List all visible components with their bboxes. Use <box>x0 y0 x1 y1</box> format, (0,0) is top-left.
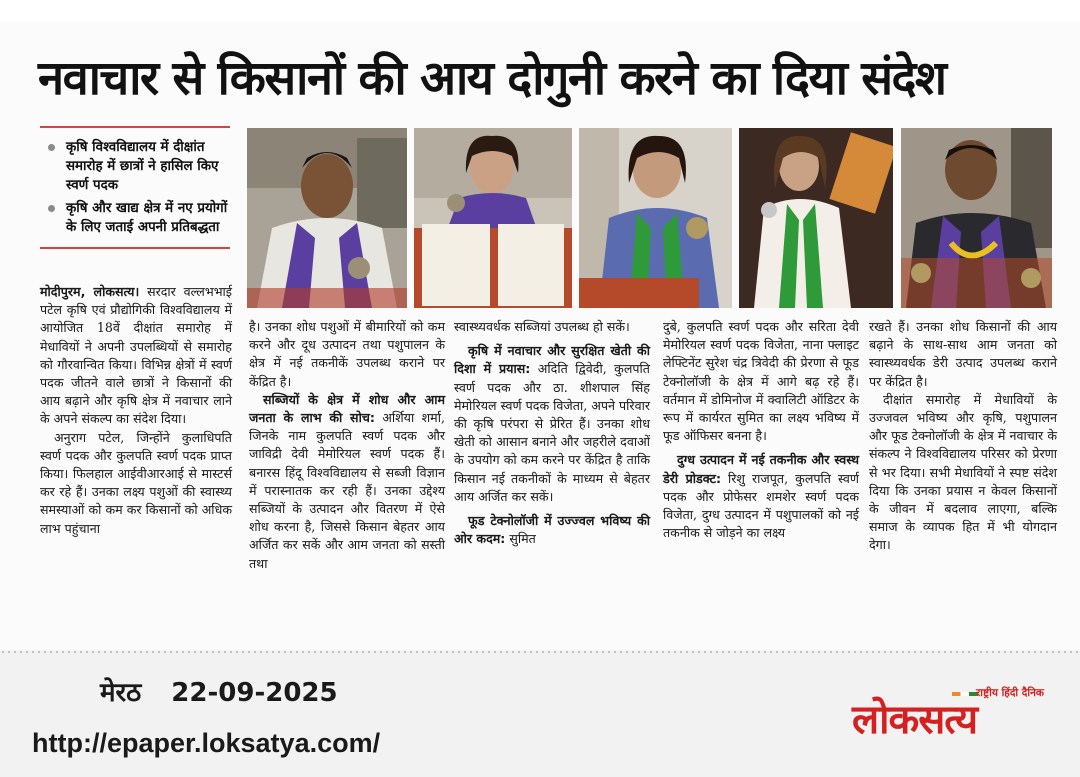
article-paragraph <box>454 512 650 548</box>
subheading: सब्जियों के क्षेत्र में शोध और आम जनता के लाभ की सोच: <box>249 391 445 426</box>
epaper-url[interactable]: http://epaper.loksatya.com/ <box>32 728 381 758</box>
article-column-4 <box>663 318 859 542</box>
logo-tagline: राष्ट्रीय हिंदी दैनिक <box>975 687 1044 699</box>
logo-wordmark: लोकसत्य <box>852 697 978 743</box>
article-column-5 <box>869 318 1057 555</box>
headline: नवाचार से किसानों की आय दोगुनी करने का दिया संदेश <box>38 51 946 106</box>
article-text: रिशु राजपूत, कुलपति स्वर्ण पदक और प्रोफेसर शमशेर स्वर्ण पदक विजेता, दुग्ध उत्पादन में पशुपालकों को नई तकनीक से जोड़ने का लक्ष्य <box>663 470 859 541</box>
article-text: अदिति द्विवेदी, कुलपति स्वर्ण पदक और ठा. शीशपाल सिंह मेमोरियल स्वर्ण पदक विजेता, अपने परिवार की कृषि परंपरा से प्रेरित हैं। उनका शोध खेती को आसान बनाने और जहरीले दवाओं के उपयोग को कम करने पर केंद्रित है ताकि किसान नई तकनीकों के माध्यम से बेहतर आय अर्जित कर सकें। <box>454 361 650 504</box>
article-text: अर्शिया शर्मा, जिनके नाम कुलपति स्वर्ण पदक और जाविद्री देवी मेमोरियल स्वर्ण पदक हैं। बनारस हिंदू विश्वविद्यालय से सब्जी विज्ञान में परास्नातक कर रही हैं। उनका उद्देश्य सब्जियों के उत्पादन और वितरण में ऐसे शोध करना है, जिससे किसान बेहतर आय अर्जित कर सकें और आम जनता को सस्ती तथा <box>249 410 445 571</box>
article-paragraph <box>40 283 232 429</box>
loksatya-logo <box>852 686 1052 746</box>
article-paragraph <box>249 391 445 573</box>
photo-2-graphic <box>414 128 572 308</box>
graduate-photo-1 <box>247 128 407 308</box>
top-strip <box>0 0 1080 22</box>
article-text: सरदार वल्लभभाई पटेल कृषि एवं प्रौद्योगिकी विश्वविद्यालय में आयोजित 18वें दीक्षांत समारोह में मेधावियों ने अपनी उपलब्धियों से समारोह को गौरवान्वित किया। विभिन्न क्षेत्रों में स्वर्ण पदक जीतने वाले छात्रों ने किसानों की आय बढ़ाने और कृषि क्षेत्र में नवाचार लाने के अपने संकल्प का संदेश दिया। <box>40 284 232 427</box>
article-paragraph: दुबे, कुलपति स्वर्ण पदक और सरिता देवी मेमोरियल स्वर्ण पदक विजेता, नाना फ्लाइट लेफ्टिनेंट सुरेश चंद्र त्रिवेदी की प्रेरणा से फूड टेक्नोलॉजी के क्षेत्र में आगे बढ़ रहे हैं। वर्तमान में डोमिनोज में क्वालिटी ऑडिटर के रूप में कार्यरत सुमित का लक्ष्य भविष्य में फूड ऑफिसर बनना है। <box>663 319 859 444</box>
highlight-item: कृषि विश्वविद्यालय में दीक्षांत समारोह में छात्रों ने हासिल किए स्वर्ण पदक <box>40 138 230 195</box>
photo-5-graphic <box>901 128 1052 308</box>
edition-info <box>100 673 338 709</box>
photo-strip <box>247 128 1052 308</box>
subheading: फूड टेक्नोलॉजी में उज्ज्वल भविष्य की ओर कदम: <box>454 513 650 547</box>
article-column-2 <box>249 318 445 573</box>
article-paragraph: है। उनका शोध पशुओं में बीमारियों को कम करने और दूध उत्पादन तथा पशुपालन के क्षेत्र में नई तकनीकें उपलब्ध कराने पर केंद्रित है। <box>249 319 445 389</box>
article-column-1 <box>40 283 232 538</box>
footer-divider <box>0 650 1080 654</box>
graduate-photo-3 <box>579 128 732 308</box>
edition-city: मेरठ <box>100 678 142 708</box>
article-column-3 <box>454 318 650 548</box>
graduate-photo-2 <box>414 128 572 308</box>
article-paragraph: स्वास्थ्यवर्धक सब्जियां उपलब्ध हो सकें। <box>454 319 630 334</box>
edition-date: 22-09-2025 <box>171 678 338 708</box>
subheading: दुग्ध उत्पादन में नई तकनीक और स्वस्थ डेरी प्रोडक्ट: <box>663 452 859 486</box>
photo-4-graphic <box>739 128 893 308</box>
highlights-list <box>40 128 230 247</box>
article-paragraph: रखते हैं। उनका शोध किसानों की आय बढ़ाने के साथ-साथ आम जनता को स्वास्थ्यवर्धक डेरी उत्पाद उपलब्ध कराने पर केंद्रित है। <box>869 319 1057 389</box>
highlights-bottom-rule <box>40 247 230 249</box>
subheading: कृषि में नवाचार और सुरक्षित खेती की दिशा में प्रयास: <box>454 343 650 377</box>
article-paragraph: दीक्षांत समारोह में मेधावियों के उज्जवल भविष्य और कृषि, पशुपालन और फूड टेक्नोलॉजी के क्षेत्र में नवाचार के संकल्प ने विश्वविद्यालय परिसर को प्रेरणा से भर दिया। सभी मेधावियों ने स्पष्ट संदेश दिया कि उनका प्रयास न केवल किसानों के जीवन में बदलाव लाएगा, बल्कि समाज के व्यापक हित में भी योगदान देगा। <box>869 391 1057 553</box>
dateline: मोदीपुरम, लोकसत्य। <box>40 284 140 299</box>
highlight-item: कृषि और खाद्य क्षेत्र में नए प्रयोगों के लिए जताई अपनी प्रतिबद्धता <box>40 199 230 237</box>
graduate-photo-5 <box>901 128 1052 308</box>
article-paragraph <box>663 451 859 542</box>
graduate-photo-4 <box>739 128 893 308</box>
photo-3-graphic <box>579 128 732 308</box>
article-paragraph: अनुराग पटेल, जिन्होंने कुलाधिपति स्वर्ण पदक और कुलपति स्वर्ण पदक प्राप्त किया। फिलहाल आईवीआरआई से मास्टर्स कर रहे हैं। उनका लक्ष्य पशुओं की स्वास्थ्य समस्याओं को कम कर किसानों को अधिक लाभ पहुंचाना <box>40 429 232 536</box>
article-text: सुमित <box>505 531 536 547</box>
article-paragraph <box>454 342 650 506</box>
photo-1-graphic <box>247 128 407 308</box>
highlights-box <box>40 126 230 249</box>
